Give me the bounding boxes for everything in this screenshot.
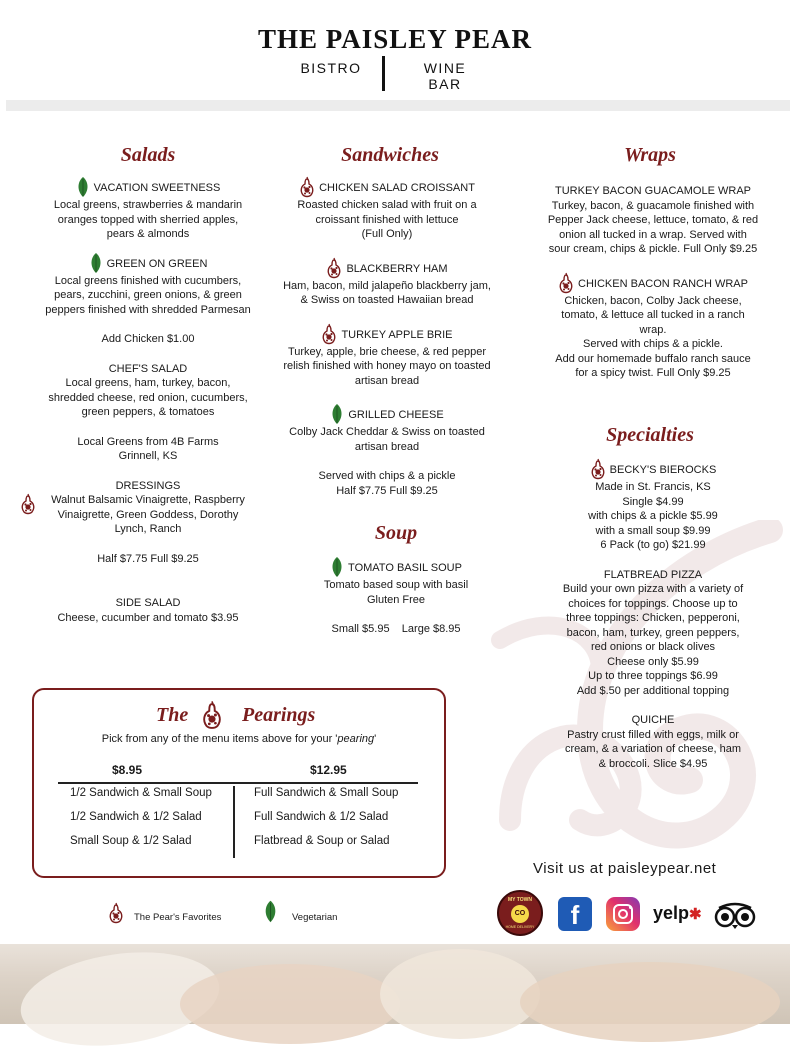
local-greens-line-1: Local Greens from 4B Farms: [77, 435, 219, 448]
vegetarian-leaf-icon: [76, 176, 90, 198]
flatbread-desc-6: Cheese only $5.99: [607, 655, 699, 668]
green-on-green-desc-2: pears, zucchini, green onions, & green: [54, 289, 242, 301]
instagram-icon[interactable]: [606, 897, 640, 931]
salads-section: [30, 176, 266, 625]
pearings-price-right: $12.95: [310, 763, 347, 777]
quiche-desc-1: Pastry crust filled with eggs, milk or: [567, 728, 739, 741]
chefs-salad-desc-3: green peppers, & tomatoes: [81, 406, 215, 418]
quiche-name: QUICHE: [631, 714, 675, 726]
guac-desc-2: Pepper Jack cheese, lettuce, tomato, & red: [547, 214, 759, 226]
quiche-desc-2: cream, & a variation of cheese, ham: [564, 743, 742, 755]
green-on-green-desc-3: peppers finished with shredded Parmesan: [45, 303, 251, 316]
guac-desc-3: onion all tucked in a wrap. Served with: [559, 228, 747, 241]
croissant-desc-3: (Full Only): [361, 228, 413, 240]
sandwich-price: Half $7.75 Full $9.25: [336, 484, 438, 497]
flatbread-desc-2: choices for toppings. Choose up to: [568, 597, 738, 610]
bierocks-desc-1: Made in St. Francis, KS: [595, 481, 711, 493]
chefs-salad-name: CHEF'S SALAD: [108, 362, 188, 375]
flatbread-desc-5: red onions or black olives: [590, 641, 716, 653]
bierocks-desc-4: with a small soup $9.99: [595, 524, 711, 537]
chicken-salad-croissant-name: CHICKEN SALAD CROISSANT: [319, 182, 475, 194]
bierocks-desc-5: 6 Pack (to go) $21.99: [600, 539, 706, 551]
ranch-desc-2: tomato, & lettuce all tucked in a ranch: [561, 309, 745, 321]
specialties-section: [538, 458, 768, 771]
dressings-desc-1: Walnut Balsamic Vinaigrette, Raspberry: [51, 494, 245, 506]
pear-logo-icon: [201, 700, 223, 730]
facebook-icon[interactable]: f: [558, 897, 592, 931]
side-salad-desc: Cheese, cucumber and tomato $3.95: [57, 611, 239, 624]
food-photo-banner: [0, 944, 790, 1024]
salad-price: Half $7.75 Full $9.25: [97, 552, 199, 565]
pearing-right-2: Full Sandwich & 1/2 Salad: [254, 811, 389, 823]
green-on-green-desc-1: Local greens finished with cucumbers,: [54, 274, 242, 287]
pear-favorite-icon: [558, 272, 574, 294]
vacation-sweetness-desc-2: oranges topped with sherried apples,: [57, 213, 239, 226]
header-bar: [6, 100, 790, 111]
croissant-desc-1: Roasted chicken salad with fruit on a: [297, 199, 477, 211]
flatbread-desc-8: Add $.50 per additional topping: [576, 684, 730, 697]
ranch-desc-5: Add our homemade buffalo ranch sauce: [555, 352, 751, 365]
tomato-basil-soup-name: TOMATO BASIL SOUP: [348, 562, 462, 574]
chefs-salad-desc-1: Local greens, ham, turkey, bacon,: [65, 377, 231, 389]
quiche-desc-3: & broccoli. Slice $4.95: [598, 757, 708, 770]
flatbread-desc-7: Up to three toppings $6.99: [588, 670, 718, 682]
dressings-name: DRESSINGS: [115, 479, 181, 492]
sandwiches-heading: Sandwiches: [341, 144, 439, 166]
beckys-bierocks-name: BECKY'S BIEROCKS: [609, 464, 717, 476]
wraps-section: [538, 184, 768, 381]
pearing-right-3: Flatbread & Soup or Salad: [254, 835, 390, 847]
vacation-sweetness-desc-1: Local greens, strawberries & mandarin: [53, 199, 243, 211]
green-on-green-name: GREEN ON GREEN: [106, 257, 208, 270]
restaurant-title: THE PAISLEY PEAR: [257, 24, 533, 54]
pear-favorite-icon: [590, 458, 606, 480]
side-salad-name: SIDE SALAD: [115, 597, 181, 609]
pearing-left-3: Small Soup & 1/2 Salad: [70, 835, 192, 847]
bierocks-desc-3: with chips & a pickle $5.99: [588, 510, 718, 522]
soup-heading: Soup: [374, 522, 418, 544]
ham-desc-1: Ham, bacon, mild jalapeño blackberry jam,: [283, 279, 491, 292]
vegetarian-leaf-icon: [330, 556, 344, 578]
brie-desc-3: artisan bread: [354, 374, 420, 387]
pear-favorite-icon: [299, 176, 315, 198]
pear-favorite-icon: [326, 257, 342, 279]
pearings-price-left: $8.95: [112, 763, 143, 777]
local-greens-line-2: Grinnell, KS: [118, 450, 178, 462]
soup-section: [278, 556, 514, 637]
pearings-rule: [58, 782, 418, 784]
pear-favorite-icon: [20, 493, 36, 515]
brie-desc-2: relish finished with honey mayo on toasted: [283, 360, 491, 372]
flatbread-desc-1: Build your own pizza with a variety of: [562, 583, 744, 595]
sandwiches-section: [268, 176, 506, 498]
soup-desc-2: Gluten Free: [366, 593, 426, 606]
ham-desc-2: & Swiss on toasted Hawaiian bread: [300, 294, 474, 306]
guac-desc-1: Turkey, bacon, & guacamole finished with: [551, 199, 755, 212]
sandwich-served-note: Served with chips & a pickle: [318, 470, 456, 482]
legend-vegetarian: Vegetarian: [292, 912, 338, 923]
grilled-desc-2: artisan bread: [354, 440, 420, 453]
croissant-desc-2: croissant finished with lettuce: [315, 213, 459, 226]
ranch-desc-6: for a spicy twist. Full Only $9.25: [575, 367, 731, 379]
flatbread-desc-4: bacon, ham, turkey, green peppers,: [566, 626, 740, 639]
grilled-cheese-name: GRILLED CHEESE: [348, 409, 444, 421]
soup-desc-1: Tomato based soup with basil: [323, 579, 469, 591]
pear-favorite-icon: [321, 323, 337, 345]
add-chicken: Add Chicken $1.00: [101, 333, 195, 345]
soup-price: Small $5.95 Large $8.95: [331, 623, 461, 635]
pearing-right-1: Full Sandwich & Small Soup: [254, 787, 399, 799]
salads-heading: Salads: [120, 144, 176, 166]
ranch-desc-4: Served with chips & a pickle.: [582, 338, 723, 350]
flatbread-desc-3: three toppings: Chicken, pepperoni,: [566, 612, 740, 624]
legend-favorites: The Pear's Favorites: [134, 912, 222, 923]
ranch-desc-3: wrap.: [639, 323, 667, 336]
specialties-heading: Specialties: [606, 424, 694, 446]
turkey-bacon-guacamole-wrap-name: TURKEY BACON GUACAMOLE WRAP: [555, 185, 751, 197]
pearings-heading-pearings: Pearings: [242, 704, 316, 726]
vegetarian-leaf-icon: [330, 403, 344, 425]
chefs-salad-desc-2: shredded cheese, red onion, cucumbers,: [48, 391, 248, 404]
vegetarian-leaf-icon: [89, 252, 103, 274]
chicken-bacon-ranch-wrap-name: CHICKEN BACON RANCH WRAP: [578, 277, 748, 290]
pearing-left-1: 1/2 Sandwich & Small Soup: [70, 787, 212, 799]
mytown-delivery-icon[interactable]: MY TOWN CO HOME DELIVERY: [497, 890, 543, 936]
flatbread-pizza-name: FLATBREAD PIZZA: [603, 568, 703, 581]
turkey-apple-brie-name: TURKEY APPLE BRIE: [341, 328, 453, 341]
pearings-subtitle: Pick from any of the menu items above for your 'pearing': [101, 733, 377, 745]
website-text[interactable]: Visit us at paisleypear.net: [533, 860, 717, 877]
dressings-desc-2: Vinaigrette, Green Goddess, Dorothy: [57, 508, 239, 521]
ranch-desc-1: Chicken, bacon, Colby Jack cheese,: [564, 294, 742, 307]
grilled-desc-1: Colby Jack Cheddar & Swiss on toasted: [289, 426, 485, 438]
pearings-column-divider: [233, 786, 235, 858]
guac-desc-4: sour cream, chips & pickle. Full Only $9.25: [548, 243, 758, 255]
tripadvisor-icon[interactable]: [713, 900, 757, 930]
wraps-heading: Wraps: [624, 144, 676, 166]
brie-desc-1: Turkey, apple, brie cheese, & red pepper: [287, 345, 487, 358]
bierocks-desc-2: Single $4.99: [622, 495, 684, 508]
legend-pear-icon: [108, 902, 124, 924]
dressings-desc-3: Lynch, Ranch: [114, 523, 182, 535]
vacation-sweetness-name: VACATION SWEETNESS: [93, 182, 221, 194]
pearing-left-2: 1/2 Sandwich & 1/2 Salad: [70, 811, 202, 823]
yelp-icon[interactable]: yelp✱: [653, 903, 702, 923]
vacation-sweetness-desc-3: pears & almonds: [106, 228, 190, 240]
legend-leaf-icon: [263, 899, 278, 924]
blackberry-ham-name: BLACKBERRY HAM: [346, 262, 448, 275]
wine-bar-label: WINE BAR: [423, 60, 467, 92]
header-divider: [382, 56, 385, 91]
pearings-heading-the: The: [156, 704, 189, 726]
bistro-label: BISTRO: [300, 60, 362, 76]
